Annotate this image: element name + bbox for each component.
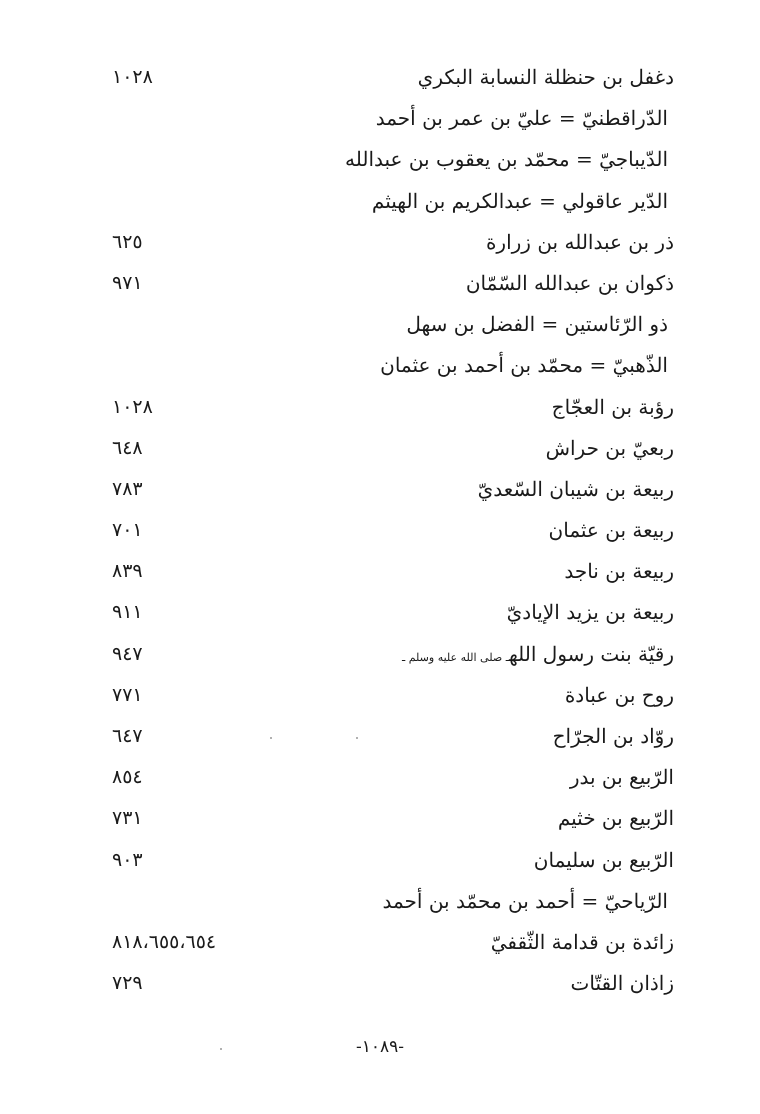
entry-pages: ٩٠٣ [112, 848, 143, 871]
entry-pages: ٨١٨،٦٥٥،٦٥٤ [112, 930, 217, 953]
index-entry [0, 511, 760, 552]
index-entry [0, 140, 760, 181]
entry-name: ذر بن عبدالله بن زرارة [485, 229, 674, 254]
entry-name [402, 639, 674, 673]
index-entry [0, 964, 760, 1005]
entry-name: الدّيباجيّ = محمّد بن يعقوب بن عبدالله [345, 147, 668, 172]
entry-name: رؤبة بن العجّاج [551, 394, 674, 419]
index-entries [0, 58, 760, 1005]
entry-name: ربعيّ بن حراش [545, 435, 674, 460]
entry-pages: ٧٨٣ [112, 477, 143, 500]
page-number: -١٠٨٩- [355, 1037, 405, 1057]
index-entry [0, 223, 760, 264]
index-entry [0, 264, 760, 305]
entry-pages: ٨٣٩ [112, 560, 143, 583]
entry-pages: ٩٤٧ [112, 642, 143, 665]
entry-pages: ٧٠١ [112, 519, 143, 542]
index-entry [0, 923, 760, 964]
print-speck [270, 737, 272, 739]
entry-name: ربيعة بن ناجد [564, 559, 674, 584]
index-entry [0, 552, 760, 593]
entry-name: ربيعة بن عثمان [548, 518, 674, 543]
index-entry [0, 182, 760, 223]
entry-name: ذو الرّئاستين = الفضل بن سهل [406, 312, 668, 337]
index-entry [0, 882, 760, 923]
index-entry [0, 58, 760, 99]
entry-name-main: رقيّة بنت رسول الله [508, 641, 674, 666]
index-entry [0, 305, 760, 346]
index-entry [0, 429, 760, 470]
index-entry [0, 346, 760, 387]
print-speck [220, 1048, 222, 1050]
entry-name: زائدة بن قدامة الثّقفيّ [490, 929, 674, 954]
index-entry [0, 388, 760, 429]
entry-name: دغفل بن حنظلة النسابة البكري [417, 65, 674, 89]
entry-name: الدّراقطنيّ = عليّ بن عمر بن أحمد [375, 106, 668, 131]
entry-name: روّاد بن الجرّاح [552, 724, 674, 748]
index-entry [0, 841, 760, 882]
entry-name: ربيعة بن يزيد الإياديّ [506, 600, 674, 625]
entry-pages: ٨٥٤ [112, 766, 143, 789]
entry-name: ذكوان بن عبدالله السّمّان [465, 270, 674, 295]
entry-pages: ٩٧١ [112, 271, 143, 294]
entry-pages: ٧٧١ [112, 683, 143, 706]
entry-pages: ٦٢٥ [112, 230, 143, 253]
index-entry [0, 758, 760, 799]
entry-pages: ٩١١ [112, 601, 143, 624]
entry-pages: ١٠٢٨ [112, 395, 153, 418]
index-entry [0, 470, 760, 511]
index-entry [0, 717, 760, 758]
entry-pages: ٦٤٨ [112, 436, 143, 459]
entry-name: الرّبيع بن بدر [569, 765, 674, 790]
print-speck [356, 737, 358, 739]
entry-pages: ٧٣١ [112, 807, 143, 830]
entry-name: الرّياحيّ = أحمد بن محمّد بن أحمد [382, 888, 668, 913]
entry-name: الذّهبيّ = محمّد بن أحمد بن عثمان [380, 353, 668, 378]
entry-pages: ٧٢٩ [112, 972, 143, 995]
entry-pages: ٦٤٧ [112, 725, 143, 747]
index-entry [0, 676, 760, 717]
entry-name: الرّبيع بن سليمان [533, 847, 674, 872]
entry-name-honorific: ـ صلى الله عليه وسلم ـ [401, 650, 509, 664]
index-entry [0, 99, 760, 140]
index-entry [0, 593, 760, 634]
entry-name: ربيعة بن شيبان السّعديّ [477, 476, 674, 501]
entry-name: الدّير عاقولي = عبدالكريم بن الهيثم [371, 188, 668, 213]
entry-pages: ١٠٢٨ [112, 66, 153, 88]
entry-name: الرّبيع بن خثيم [557, 806, 674, 831]
index-entry [0, 635, 760, 676]
entry-name: زاذان القتّات [570, 971, 674, 996]
entry-name: روح بن عبادة [564, 682, 674, 707]
index-entry [0, 799, 760, 840]
